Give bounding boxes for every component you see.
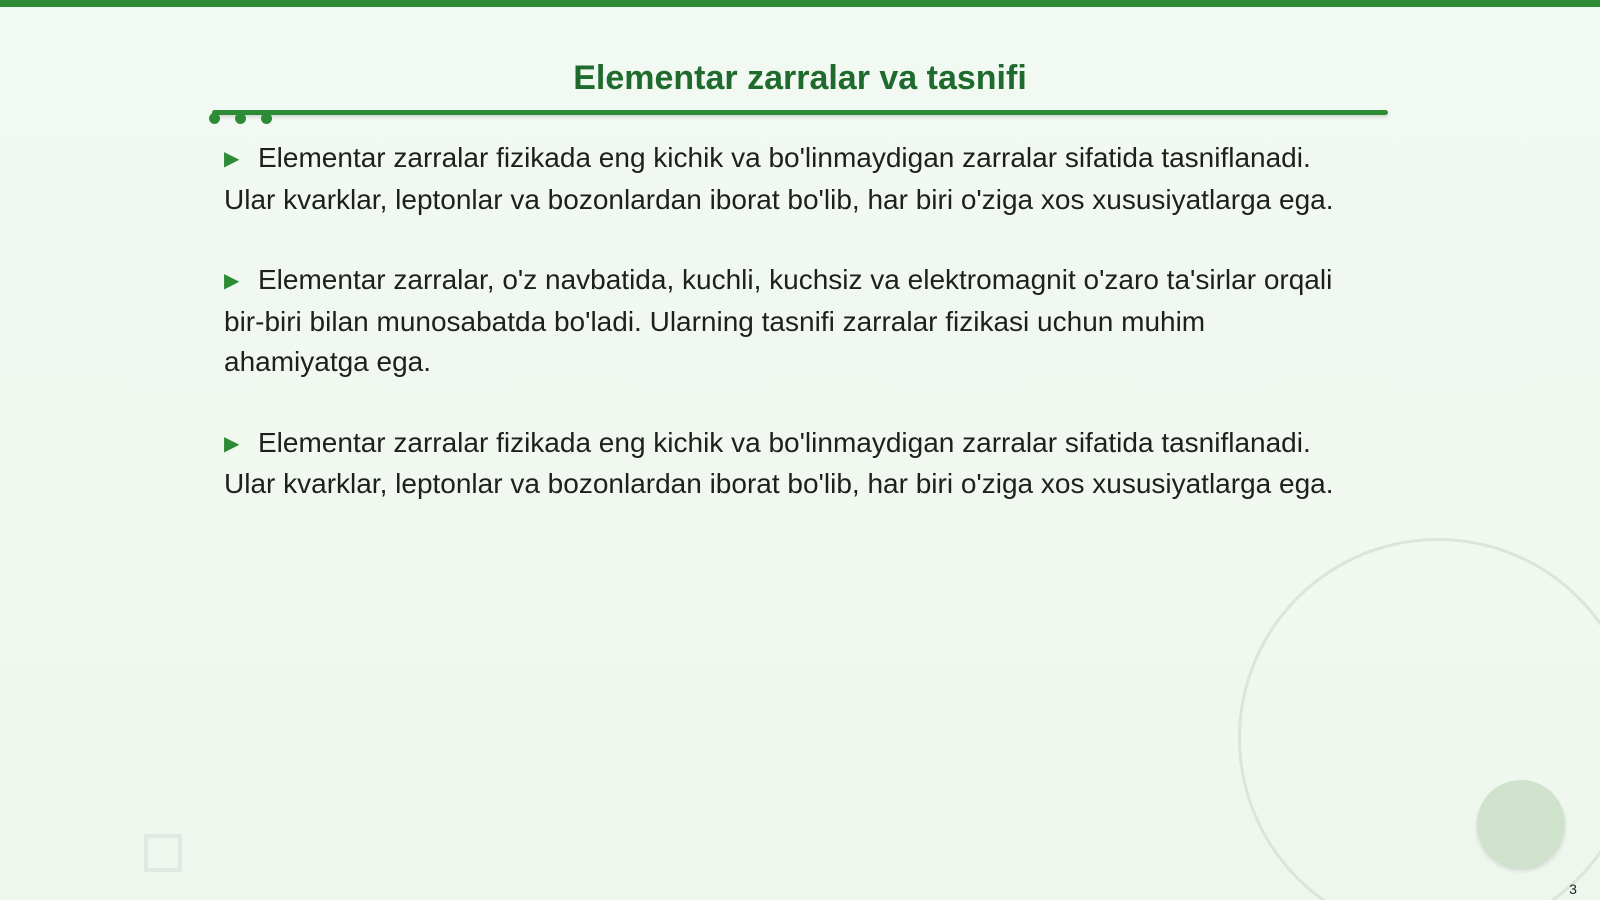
title-underline — [212, 110, 1388, 115]
bullet-item — [224, 138, 1354, 220]
bullet-item — [224, 423, 1354, 505]
underline-dot — [235, 113, 246, 124]
slide-title: Elementar zarralar va tasnifi — [573, 59, 1027, 97]
bullet-text: Elementar zarralar fizikada eng kichik va bo'linmaydigan zarralar sifatida tasniflanadi. Ular kvarklar, leptonlar va bozonlardan iborat bo'lib, har biri o'ziga xos xususiyatlarga ega. — [224, 142, 1334, 215]
underline-dot — [209, 113, 220, 124]
decorative-square — [144, 834, 182, 872]
bullet-text: Elementar zarralar, o'z navbatida, kuchli, kuchsiz va elektromagnit o'zaro ta'sirlar orqali bir-biri bilan munosabatda bo'ladi. Ularning tasnifi zarralar fizikasi uchun muhim ahamiyatga ega. — [224, 264, 1333, 377]
triangle-bullet-icon: ▶ — [224, 432, 240, 455]
bullet-list — [224, 138, 1354, 545]
triangle-bullet-icon: ▶ — [224, 148, 240, 170]
decorative-circle — [1477, 780, 1565, 868]
underline-dot — [261, 113, 272, 124]
triangle-bullet-icon: ▶ — [224, 270, 240, 292]
top-accent-bar — [0, 0, 1600, 7]
page-number: 3 — [1569, 881, 1577, 897]
bullet-item — [224, 260, 1354, 383]
bullet-text: Elementar zarralar fizikada eng kichik va bo'linmaydigan zarralar sifatida tasniflanadi. Ular kvarklar, leptonlar va bozonlardan iborat bo'lib, har biri o'ziga xos xususiyatlarga ega. — [224, 426, 1334, 499]
